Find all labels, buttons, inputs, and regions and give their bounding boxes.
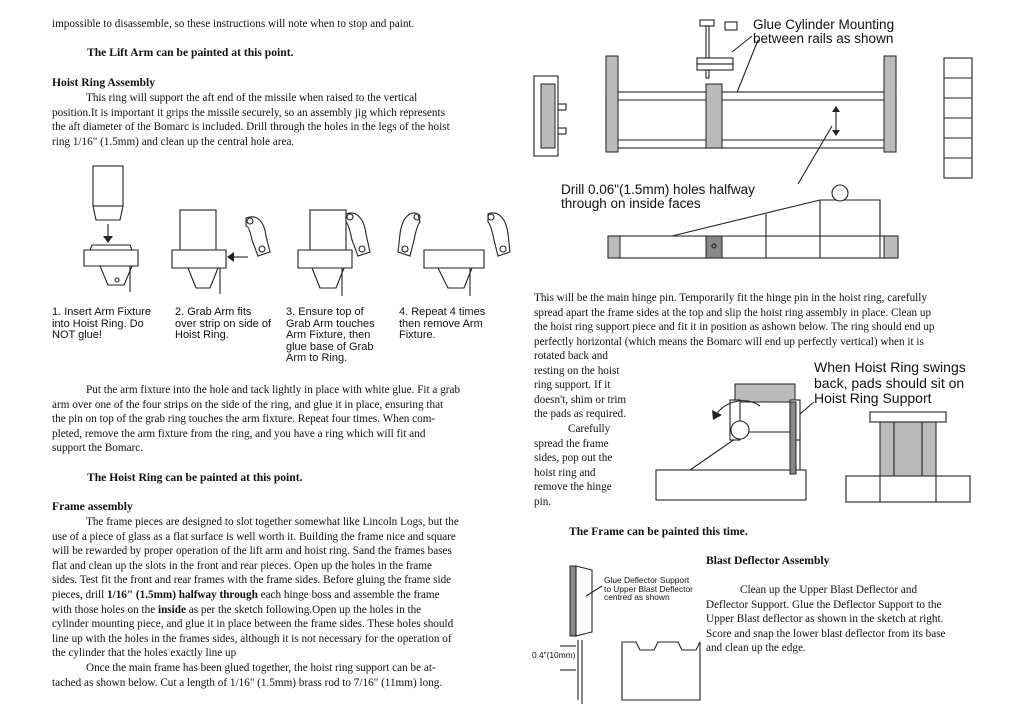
label-line: Drill 0.06"(1.5mm) holes halfway	[561, 182, 755, 197]
label-line: back, pads should sit on	[814, 374, 965, 391]
label-hoist-ring-swing	[814, 360, 966, 407]
label-line: to Upper Blast Deflector	[604, 583, 693, 594]
heading-frame-assembly: Frame assembly	[52, 500, 133, 513]
text-line: and clean up the edge.	[706, 642, 806, 655]
text-line: hoist ring and	[534, 466, 596, 479]
label-dimension: 0.4"(10mm)	[532, 650, 576, 660]
text-line: the aft diameter of the Bomarc is included. Drill through the holes in the legs of the hoist	[52, 121, 450, 134]
heading-blast-deflector: Blast Deflector Assembly	[706, 554, 830, 567]
text-line: pleted, remove the arm fixture from the ring, and you have a ring which will fit and	[52, 427, 426, 440]
step4-caption: 4. Repeat 4 times then remove Arm Fixture.	[399, 306, 486, 342]
label-line: Glue Cylinder Mounting	[753, 17, 895, 32]
text-line: flat and clean up the slots in the front and rear pieces. Open up the holes in the frame	[52, 559, 432, 572]
step3-caption: 3. Ensure top of Grab Arm touches Arm Fixture, then glue base of Grab Arm to Ring.	[286, 306, 375, 365]
text-span: with those holes on the	[52, 603, 158, 616]
text-span: as per the sketch following.Open up the holes in the	[185, 603, 422, 616]
intro-text: impossible to disassemble, so these instructions will note when to stop and paint.	[52, 18, 415, 30]
text-line: Once the main frame has been glued together, the hoist ring support can be at-	[86, 661, 436, 674]
label-line: When Hoist Ring swings	[814, 359, 966, 375]
label-line: centred as shown	[604, 592, 670, 603]
label-deflector-support	[604, 576, 693, 602]
text-line: the pin on top of the grab ring touches the arm fixture. Repeat four times. When com-	[52, 413, 436, 426]
text-line: This ring will support the aft end of the missile when raised to the vertical	[86, 92, 418, 104]
hinge-pin-paragraph	[534, 291, 984, 349]
text-line: perfectly horizontal (which means the Bomarc will end up perfectly vertical) when it is	[534, 335, 924, 348]
text-line: remove the hinge	[534, 481, 612, 494]
text-line: Put the arm fixture into the hole and tack lightly in place with white glue. Fit a grab	[86, 384, 461, 396]
hinge-pin-narrow-text	[534, 349, 644, 510]
label-line: Hoist Ring Support	[814, 390, 932, 406]
label-drill-holes	[561, 183, 755, 211]
text-span: pieces, drill	[52, 588, 107, 601]
text-line: doesn't, shim or trim	[534, 393, 627, 406]
label-line: between rails as shown	[753, 31, 894, 46]
text-line: sides, pop out the	[534, 452, 613, 465]
text-line: Deflector Support. Glue the Deflector Support to the	[706, 598, 942, 611]
text-line: spread apart the frame sides at the top and slip the hoist ring assembly in place. Clean up	[534, 306, 932, 319]
text-line: the cylinder that the holes exactly line up	[52, 647, 237, 660]
blast-deflector-paragraph	[706, 583, 976, 656]
text-line: This will be the main hinge pin. Temporarily fit the hinge pin in the hoist ring, carefully	[534, 292, 927, 304]
text-line: use of a piece of glass as a flat surface is well worth it. Building the frame nice and square	[52, 530, 456, 543]
text-line: resting on the hoist	[534, 364, 620, 377]
text-line: tached as shown below. Cut a length of 1/16" (1.5mm) brass rod to 7/16" (11mm) long.	[52, 676, 443, 689]
text-line: support the Bomarc.	[52, 442, 144, 455]
bold-span: inside	[157, 603, 186, 616]
text-line: position.It is important it grips the missile securely, so an assembly jig which represents	[52, 106, 445, 119]
text-span: each hinge boss and assemble the frame	[257, 588, 440, 601]
text-line: Clean up the Upper Blast Deflector and	[740, 584, 918, 596]
label-line: through on inside faces	[561, 196, 701, 211]
text-line: Score and snap the lower blast deflector from its base	[706, 627, 946, 640]
text-line: arm over one of the four strips on the side of the ring, and glue it in place, ensuring that	[52, 398, 444, 411]
paint-note-frame: The Frame can be painted this time.	[569, 525, 748, 538]
label-line: Glue Deflector Support	[604, 575, 690, 585]
step2-caption: 2. Grab Arm fits over strip on side of Hoist Ring.	[175, 306, 271, 342]
bold-span: 1/16" (1.5mm) halfway through	[107, 588, 258, 601]
text-line: ring support. If it	[534, 379, 611, 392]
step1-caption: 1. Insert Arm Fixture into Hoist Ring. Do NOT glue!	[52, 306, 152, 342]
paint-note-hoist-ring: The Hoist Ring can be painted at this point.	[87, 471, 303, 484]
text-line: rotated back and	[534, 350, 608, 362]
text-line: the hoist ring support piece and fit it in position as ashown below. The ring should end up	[534, 321, 935, 334]
text-line: line up with the holes in the frames sides, although it is not necessary for the operation of	[52, 632, 452, 645]
text-line: cylinder mounting piece, and glue it in place between the frame sides. These holes should	[52, 618, 454, 631]
frame-top-view-drawing	[534, 56, 972, 184]
text-line: The frame pieces are designed to slot together somewhat like Lincoln Logs, but the	[86, 516, 459, 528]
paint-note-lift-arm: The Lift Arm can be painted at this point.	[87, 46, 294, 59]
text-line: Upper Blast deflector as shown in the sketch at right.	[706, 613, 944, 626]
text-line: sides. Test fit the front and rear frames with the frame sides. Before gluing the frame side	[52, 574, 452, 587]
text-line: Carefully	[568, 422, 611, 435]
heading-hoist-ring: Hoist Ring Assembly	[52, 76, 156, 89]
text-line: ring 1/16" (1.5mm) and clean up the central hole area.	[52, 135, 295, 148]
text-line: spread the frame	[534, 437, 609, 450]
label-glue-cylinder	[753, 18, 894, 46]
text-line: will be rewarded by proper operation of the lift arm and hoist ring. Sand the frames bases	[52, 545, 452, 558]
text-line: the pads as required.	[534, 408, 626, 421]
text-line: pin.	[534, 495, 552, 508]
